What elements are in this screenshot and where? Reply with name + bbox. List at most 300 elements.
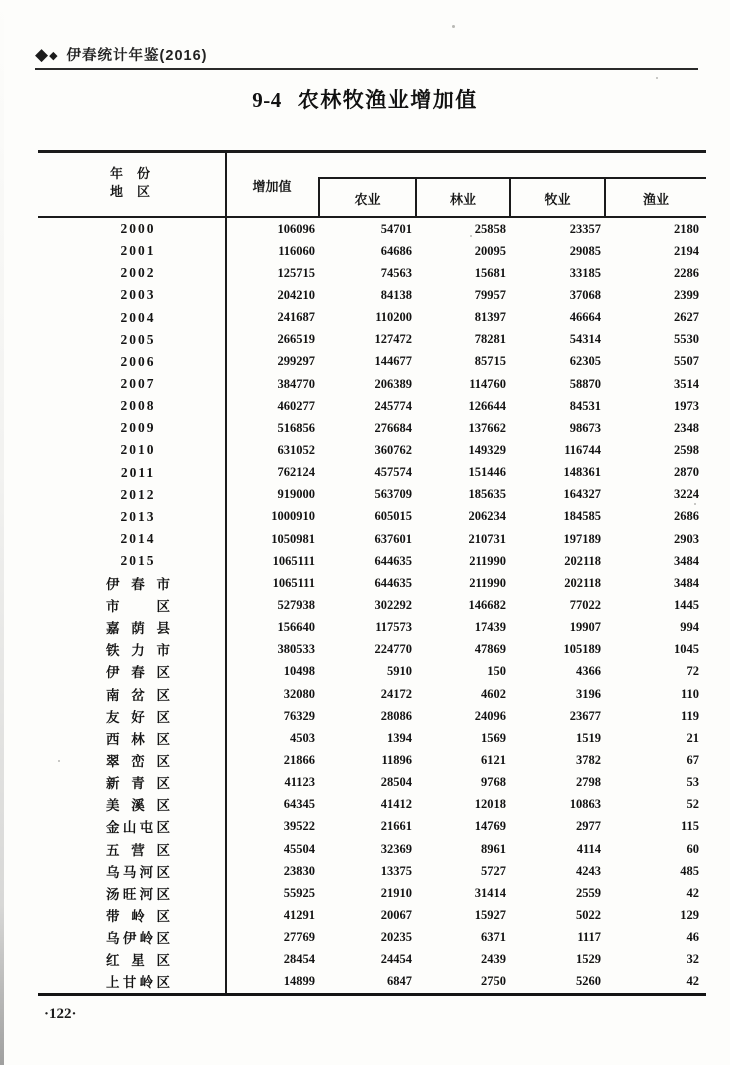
row-label: 2009: [120, 420, 156, 436]
value-added-cell: 527938: [277, 597, 315, 612]
forestry-cell: 2439: [481, 952, 506, 967]
forestry-cell: 14769: [474, 819, 506, 834]
agriculture-cell: 563709: [374, 487, 412, 502]
forestry-cell: 85715: [474, 354, 506, 369]
fishery-cell: 3224: [674, 487, 699, 502]
row-label-cell: [38, 264, 226, 282]
agriculture-cell: 117573: [375, 620, 412, 635]
table-row: [38, 794, 706, 816]
fishery-cell: 5530: [674, 332, 699, 347]
agriculture-cell: 41412: [380, 797, 412, 812]
table-row: [38, 749, 706, 771]
value-added-cell: 41291: [283, 907, 315, 922]
husbandry-cell: 19907: [569, 620, 601, 635]
row-label-cell: [38, 639, 226, 660]
row-label-cell: [38, 794, 226, 815]
forestry-cell: 15927: [474, 907, 506, 922]
husbandry-cell: 29085: [569, 243, 601, 258]
husbandry-cell: 3782: [576, 752, 601, 767]
agriculture-cell: 54701: [380, 221, 412, 236]
fishery-cell: 115: [680, 819, 699, 834]
row-label-cell: [38, 684, 226, 705]
fishery-cell: 32: [686, 952, 699, 967]
agriculture-cell: 644635: [374, 575, 412, 590]
running-head: [35, 43, 207, 65]
row-label: 2006: [120, 353, 156, 369]
husbandry-cell: 84531: [569, 398, 601, 413]
husbandry-cell: 5260: [576, 974, 601, 989]
husbandry-cell: 33185: [569, 265, 601, 280]
agriculture-cell: 28504: [380, 775, 412, 790]
value-added-cell: 10498: [283, 664, 315, 679]
table-row: [38, 816, 706, 838]
row-label: 伊春市: [106, 576, 170, 592]
forestry-cell: 24096: [474, 708, 506, 723]
stub-column-divider: [225, 153, 227, 993]
fishery-cell: 1445: [674, 597, 699, 612]
row-label-cell: [38, 286, 226, 304]
fishery-cell: 42: [686, 885, 699, 900]
scan-speck: [58, 760, 60, 762]
table-row: [38, 329, 706, 351]
value-added-cell: 1065111: [272, 553, 315, 568]
forestry-cell: 1569: [481, 730, 506, 745]
fishery-cell: 60: [686, 841, 699, 856]
scan-speck: [470, 235, 472, 237]
forestry-cell: 2750: [481, 974, 506, 989]
value-added-cell: 380533: [277, 642, 315, 657]
value-added-cell: 241687: [277, 310, 315, 325]
value-added-cell: 4503: [290, 730, 315, 745]
row-label-cell: [38, 949, 226, 970]
row-label-cell: [38, 552, 226, 570]
husbandry-cell: 4366: [576, 664, 601, 679]
scan-speck: [452, 25, 455, 28]
value-added-cell: 76329: [283, 708, 315, 723]
agriculture-cell: 28086: [380, 708, 412, 723]
table-row: [38, 572, 706, 594]
value-added-cell: 32080: [283, 686, 315, 701]
husbandry-cell: 23357: [569, 221, 601, 236]
value-added-cell: 55925: [283, 885, 315, 900]
agriculture-cell: 13375: [380, 863, 412, 878]
husbandry-cell: 5022: [576, 907, 601, 922]
row-label-cell: [38, 375, 226, 393]
forestry-cell: 149329: [468, 442, 506, 457]
agriculture-cell: 637601: [374, 531, 412, 546]
agriculture-cell: 457574: [374, 465, 412, 480]
forestry-cell: 151446: [468, 465, 506, 480]
table-number: 9-4: [252, 88, 282, 112]
row-label: 翠峦区: [106, 753, 170, 769]
table-row: [38, 395, 706, 417]
row-label: 乌伊岭区: [106, 931, 170, 947]
forestry-cell: 137662: [468, 420, 506, 435]
row-label-cell: [38, 839, 226, 860]
row-label-cell: [38, 706, 226, 727]
stub-header-region: 地区: [110, 184, 150, 199]
fishery-cell: 42: [686, 974, 699, 989]
row-label-cell: [38, 617, 226, 638]
agriculture-cell: 74563: [380, 265, 412, 280]
forestry-cell: 8961: [481, 841, 506, 856]
forestry-cell: 31414: [474, 885, 506, 900]
forestry-cell: 206234: [468, 509, 506, 524]
forestry-cell: 79957: [474, 287, 506, 302]
table-row: [38, 373, 706, 395]
row-label-cell: [38, 331, 226, 349]
table-row: [38, 484, 706, 506]
value-added-cell: 1050981: [271, 531, 315, 546]
husbandry-cell: 2559: [576, 885, 601, 900]
fishery-cell: 3484: [674, 553, 699, 568]
agriculture-cell: 24172: [380, 686, 412, 701]
forestry-cell: 150: [487, 664, 506, 679]
husbandry-cell: 1117: [577, 930, 601, 945]
table-row: [38, 683, 706, 705]
scan-edge-artifact: [0, 0, 4, 1065]
row-label: 红星区: [106, 953, 170, 969]
forestry-cell: 15681: [474, 265, 506, 280]
fishery-cell: 46: [686, 930, 699, 945]
row-label-cell: [38, 397, 226, 415]
agriculture-cell: 20067: [380, 907, 412, 922]
fishery-cell: 2180: [674, 221, 699, 236]
diamond-icon-small: ◆: [49, 49, 58, 62]
statistics-table: [38, 150, 706, 996]
row-label-cell: [38, 220, 226, 238]
agriculture-cell: 224770: [374, 642, 412, 657]
row-label-cell: [38, 486, 226, 504]
fishery-cell: 2286: [674, 265, 699, 280]
row-label: 西林区: [106, 731, 170, 747]
husbandry-cell: 58870: [569, 376, 601, 391]
agriculture-cell: 360762: [374, 442, 412, 457]
value-added-cell: 116060: [278, 243, 315, 258]
forestry-cell: 210731: [468, 531, 506, 546]
fishery-cell: 2348: [674, 420, 699, 435]
value-added-cell: 23830: [283, 863, 315, 878]
agriculture-cell: 20235: [380, 930, 412, 945]
row-label-cell: [38, 905, 226, 926]
agriculture-cell: 32369: [380, 841, 412, 856]
row-label: 2010: [120, 442, 156, 458]
value-added-cell: 1000910: [271, 509, 315, 524]
table-header: [38, 153, 706, 218]
fishery-cell: 994: [680, 620, 699, 635]
value-added-cell: 125715: [277, 265, 315, 280]
fishery-cell: 2686: [674, 509, 699, 524]
row-label: 2011: [120, 464, 156, 480]
value-added-cell: 204210: [277, 287, 315, 302]
fishery-cell: 2627: [674, 310, 699, 325]
fishery-cell: 2399: [674, 287, 699, 302]
fishery-cell: 52: [686, 797, 699, 812]
row-label-cell: [38, 242, 226, 260]
value-added-cell: 64345: [283, 797, 315, 812]
table-row: [38, 949, 706, 971]
row-label: 2004: [120, 309, 156, 325]
husbandry-cell: 4114: [576, 841, 601, 856]
row-label: 2012: [120, 486, 156, 502]
value-added-cell: 21866: [283, 752, 315, 767]
agriculture-cell: 276684: [374, 420, 412, 435]
row-label-cell: [38, 508, 226, 526]
forestry-cell: 12018: [474, 797, 506, 812]
fishery-cell: 119: [680, 708, 699, 723]
value-added-cell: 516856: [277, 420, 315, 435]
row-label: 五营区: [106, 842, 170, 858]
husbandry-cell: 23677: [569, 708, 601, 723]
agriculture-cell: 5910: [387, 664, 412, 679]
agriculture-cell: 644635: [374, 553, 412, 568]
table-row: [38, 927, 706, 949]
table-row: [38, 462, 706, 484]
agriculture-cell: 127472: [374, 332, 412, 347]
row-label: 金山屯区: [106, 820, 170, 836]
husbandry-cell: 4243: [576, 863, 601, 878]
husbandry-cell: 2798: [576, 775, 601, 790]
value-added-cell: 156640: [277, 620, 315, 635]
forestry-cell: 25858: [474, 221, 506, 236]
row-label: 2014: [120, 531, 156, 547]
row-label: 2001: [120, 243, 156, 259]
row-label-cell: [38, 971, 226, 992]
row-label-cell: [38, 353, 226, 371]
husbandry-cell: 37068: [569, 287, 601, 302]
fishery-cell: 2870: [674, 465, 699, 480]
row-label: 2005: [120, 331, 156, 347]
fishery-cell: 110: [680, 686, 699, 701]
table-row: [38, 262, 706, 284]
col-header-fishery: 渔业: [604, 179, 706, 218]
row-label: 2002: [120, 265, 156, 281]
fishery-cell: 1973: [674, 398, 699, 413]
forestry-cell: 4602: [481, 686, 506, 701]
forestry-cell: 17439: [474, 620, 506, 635]
husbandry-cell: 202118: [564, 553, 601, 568]
row-label-cell: [38, 309, 226, 327]
agriculture-cell: 245774: [374, 398, 412, 413]
forestry-cell: 6121: [481, 752, 506, 767]
fishery-cell: 129: [680, 907, 699, 922]
row-label-cell: [38, 861, 226, 882]
husbandry-cell: 77022: [569, 597, 601, 612]
table-row: [38, 772, 706, 794]
table-row: [38, 550, 706, 572]
row-label: 上甘岭区: [106, 975, 170, 991]
row-label: 美溪区: [106, 798, 170, 814]
value-added-cell: 384770: [277, 376, 315, 391]
forestry-cell: 114760: [469, 376, 506, 391]
diamond-icon-large: ◆: [35, 44, 49, 64]
table-row: [38, 240, 706, 262]
fishery-cell: 21: [686, 730, 699, 745]
running-head-rule: [35, 68, 698, 70]
table-row: [38, 838, 706, 860]
yearbook-title: 伊春统计年鉴(2016): [66, 47, 208, 64]
husbandry-cell: 1519: [576, 730, 601, 745]
row-label: 乌马河区: [106, 864, 170, 880]
value-added-cell: 28454: [283, 952, 315, 967]
row-label: 2013: [120, 508, 156, 524]
row-label-cell: [38, 464, 226, 482]
husbandry-cell: 105189: [563, 642, 601, 657]
fishery-cell: 2903: [674, 531, 699, 546]
table-caption: [0, 84, 730, 114]
forestry-cell: 185635: [468, 487, 506, 502]
fishery-cell: 72: [686, 664, 699, 679]
stub-header-year: 年份: [110, 166, 150, 181]
forestry-cell: 47869: [474, 642, 506, 657]
forestry-cell: 211990: [469, 575, 506, 590]
row-label: 铁力市: [106, 643, 170, 659]
value-added-cell: 106096: [277, 221, 315, 236]
agriculture-cell: 21661: [380, 819, 412, 834]
husbandry-cell: 54314: [569, 332, 601, 347]
agriculture-cell: 64686: [380, 243, 412, 258]
row-label-cell: [38, 883, 226, 904]
table-row: [38, 528, 706, 550]
husbandry-cell: 10863: [569, 797, 601, 812]
forestry-cell: 146682: [468, 597, 506, 612]
fishery-cell: 3514: [674, 376, 699, 391]
table-row: [38, 617, 706, 639]
forestry-cell: 78281: [474, 332, 506, 347]
fishery-cell: 1045: [674, 642, 699, 657]
row-label: 嘉荫县: [106, 621, 170, 637]
row-label: 汤旺河区: [106, 886, 170, 902]
value-added-cell: 39522: [283, 819, 315, 834]
fishery-cell: 2194: [674, 243, 699, 258]
row-label: 伊春区: [106, 665, 170, 681]
value-added-cell: 27769: [283, 930, 315, 945]
value-added-cell: 299297: [277, 354, 315, 369]
agriculture-cell: 1394: [387, 730, 412, 745]
fishery-cell: 485: [680, 863, 699, 878]
forestry-cell: 126644: [468, 398, 506, 413]
row-label-cell: [38, 441, 226, 459]
table-row: [38, 661, 706, 683]
value-added-cell: 45504: [283, 841, 315, 856]
value-added-cell: 762124: [277, 465, 315, 480]
fishery-cell: 67: [686, 752, 699, 767]
table-row: [38, 506, 706, 528]
table-body: [38, 218, 706, 993]
row-label: 2000: [120, 221, 156, 237]
table-row: [38, 971, 706, 993]
row-label: 市区: [106, 598, 170, 614]
husbandry-cell: 1529: [576, 952, 601, 967]
table-title-text: 农林牧渔业增加值: [297, 89, 478, 112]
husbandry-cell: 148361: [563, 465, 601, 480]
row-label-cell: [38, 772, 226, 793]
value-added-cell: 41123: [284, 775, 315, 790]
husbandry-cell: 98673: [569, 420, 601, 435]
table-row: [38, 439, 706, 461]
husbandry-cell: 116744: [564, 442, 601, 457]
table-row: [38, 218, 706, 240]
page-number: ·122·: [44, 1006, 77, 1022]
agriculture-cell: 605015: [374, 509, 412, 524]
agriculture-cell: 206389: [374, 376, 412, 391]
col-header-total: 增加值: [252, 179, 292, 194]
agriculture-cell: 11896: [381, 752, 412, 767]
col-header-forestry: 林业: [415, 179, 509, 218]
row-label-cell: [38, 750, 226, 771]
value-added-cell: 460277: [277, 398, 315, 413]
table-row: [38, 882, 706, 904]
row-label-cell: [38, 573, 226, 594]
agriculture-cell: 302292: [374, 597, 412, 612]
agriculture-cell: 110200: [375, 310, 412, 325]
col-header-agriculture: 农业: [354, 192, 381, 207]
fishery-cell: 5507: [674, 354, 699, 369]
row-label: 新青区: [106, 776, 170, 792]
row-label-cell: [38, 595, 226, 616]
forestry-cell: 5727: [481, 863, 506, 878]
table-row: [38, 727, 706, 749]
table-row: [38, 860, 706, 882]
husbandry-cell: 197189: [563, 531, 601, 546]
row-label-cell: [38, 530, 226, 548]
agriculture-cell: 84138: [380, 287, 412, 302]
husbandry-cell: 184585: [563, 509, 601, 524]
row-label-cell: [38, 661, 226, 682]
agriculture-cell: 21910: [380, 885, 412, 900]
forestry-cell: 81397: [474, 310, 506, 325]
husbandry-cell: 62305: [569, 354, 601, 369]
table-row: [38, 307, 706, 329]
row-label: 2007: [120, 376, 156, 392]
forestry-cell: 20095: [474, 243, 506, 258]
row-label: 南岔区: [106, 687, 170, 703]
table-row: [38, 705, 706, 727]
table-row: [38, 639, 706, 661]
husbandry-cell: 202118: [564, 575, 601, 590]
forestry-cell: 9768: [481, 775, 506, 790]
agriculture-cell: 6847: [387, 974, 412, 989]
row-label-cell: [38, 419, 226, 437]
row-label: 友好区: [106, 709, 170, 725]
forestry-cell: 211990: [469, 553, 506, 568]
row-label: 带岭区: [106, 908, 170, 924]
value-added-cell: 919000: [277, 487, 315, 502]
value-added-cell: 266519: [277, 332, 315, 347]
row-label: 2015: [120, 553, 156, 569]
table-row: [38, 904, 706, 926]
value-added-cell: 14899: [283, 974, 315, 989]
husbandry-cell: 46664: [569, 310, 601, 325]
table-row: [38, 417, 706, 439]
fishery-cell: 3484: [674, 575, 699, 590]
table-row: [38, 284, 706, 306]
value-added-cell: 631052: [277, 442, 315, 457]
agriculture-cell: 144677: [374, 354, 412, 369]
scan-speck: [694, 503, 696, 505]
forestry-cell: 6371: [481, 930, 506, 945]
row-label: 2003: [120, 287, 156, 303]
row-label-cell: [38, 816, 226, 837]
value-added-cell: 1065111: [272, 575, 315, 590]
fishery-cell: 53: [686, 775, 699, 790]
agriculture-cell: 24454: [380, 952, 412, 967]
table-row: [38, 594, 706, 616]
row-label-cell: [38, 728, 226, 749]
stub-header: [110, 165, 150, 201]
row-label-cell: [38, 927, 226, 948]
scan-speck: [656, 77, 658, 79]
